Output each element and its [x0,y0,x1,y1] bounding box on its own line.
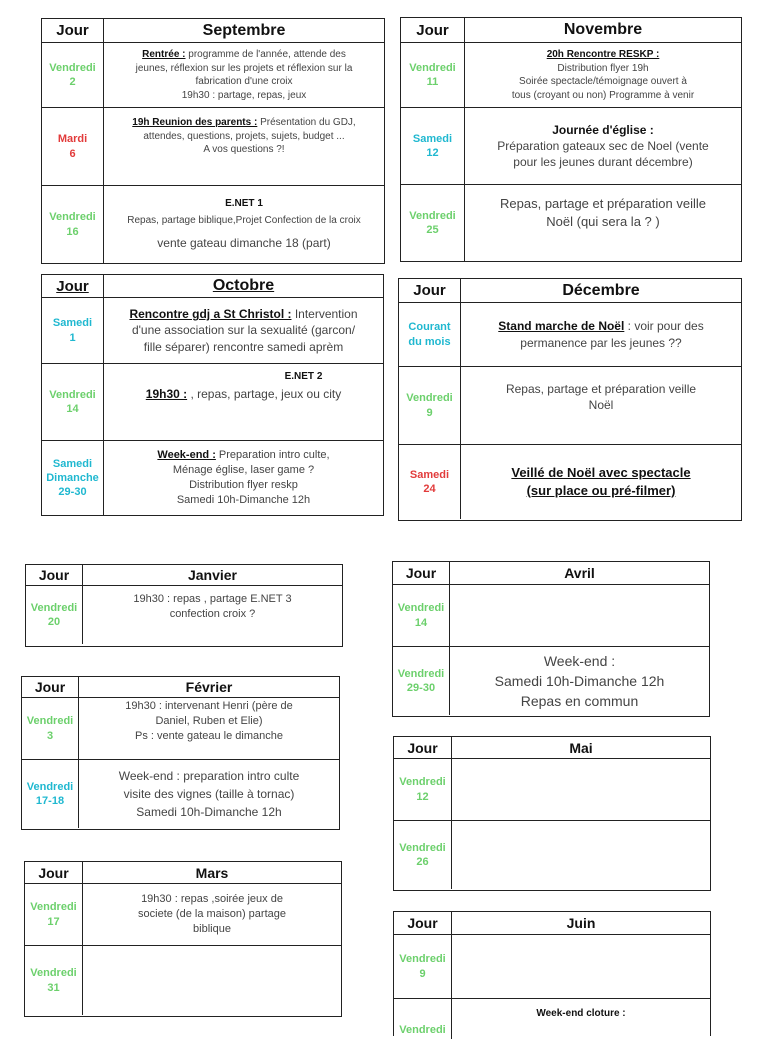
activity-cell [104,43,384,107]
header-jour: Jour [42,19,104,42]
table-octobre [41,274,384,516]
day-label: Vendredi [406,392,453,405]
day-cell [25,946,83,1015]
day-label: Samedi [52,317,93,330]
activity-title: Week-end : [157,449,216,462]
day-cell [401,43,465,107]
activity-cell [104,186,384,263]
day-label: Vendredi [399,776,446,789]
header-month: Mars [195,864,229,881]
day-label: Vendredi [409,209,456,222]
table-row [401,185,741,261]
day-number: 11 [426,76,439,88]
activity-line: Samedi 10h-Dimanche 12h [176,493,311,506]
table-row [42,298,383,364]
table-row [394,821,710,889]
activity-cell [83,586,342,644]
table-row [22,698,339,760]
table-row [394,999,710,1039]
activity-title: (sur place ou pré-filmer) [526,483,676,498]
day-number: 16 [66,225,79,238]
activity-cell [104,108,384,185]
day-label: Samedi [412,132,453,145]
day-label: Vendredi [49,211,96,224]
activity-line: programme de l'année, attende des [185,49,346,60]
day-label: Vendredi [26,780,74,793]
header-month: Décembre [562,281,640,299]
activity-line: 19h30 : repas ,soirée jeux de [141,893,283,906]
day-label: Dimanche [46,471,99,484]
header-jour: Jour [393,562,450,584]
header-month: Février [185,679,233,695]
activity-line: Distribution flyer 19h [557,62,649,74]
day-number: 12 [416,790,429,803]
table-mai [393,736,711,891]
day-cell [42,108,104,185]
day-label: Samedi [52,457,93,470]
activity-title: Week-end cloture : [536,1008,626,1019]
activity-title: E.NET 1 [225,198,263,210]
activity-line: Daniel, Ruben et Elie) [155,714,263,727]
table-avril [392,561,710,717]
activity-cell [450,647,709,715]
activity-line: fille séparer) rencontre samedi aprèm [143,339,344,354]
day-cell [394,935,452,998]
table-row [394,759,710,821]
header-jour: Jour [394,737,452,758]
activity-title: E.NET 2 [284,371,323,382]
table-row [22,760,339,828]
day-cell [22,698,79,759]
activity-cell [104,298,383,363]
table-row [399,445,741,519]
activity-line: confection croix ? [169,607,256,620]
header-jour: Jour [394,912,452,934]
day-label: Vendredi [397,602,445,615]
day-cell [25,884,83,945]
day-cell [42,298,104,363]
day-label: Vendredi [49,61,96,74]
activity-cell [452,759,710,820]
activity-line: Noël (qui sera la ? ) [546,213,660,229]
activity-cell [465,108,741,184]
activity-line: : voir pour des [624,319,704,334]
activity-line: visite des vignes (taille à tornac) [123,787,295,801]
table-septembre [41,18,385,264]
table-row [42,186,384,263]
table-header [401,18,741,43]
header-jour: Jour [25,862,83,883]
day-number: 9 [426,406,433,419]
day-label: Vendredi [409,61,456,74]
day-label: Mardi [57,133,88,146]
day-cell [393,647,450,715]
activity-line: Préparation gateaux sec de Noel (vente [497,138,709,153]
activity-cell [83,946,341,1015]
day-cell [394,821,452,889]
table-decembre [398,278,742,521]
header-jour: Jour [399,279,461,302]
activity-cell [461,303,741,366]
header-jour: Jour [401,18,465,42]
header-month: Janvier [187,567,238,583]
day-label: Courant [408,321,451,334]
table-row [401,43,741,108]
table-row [399,303,741,367]
day-number: 12 [426,147,439,159]
header-month: Juin [566,915,596,931]
activity-line: d'une association sur la sexualité (garcon/ [131,323,356,338]
activity-line: Week-end : [543,652,616,669]
day-label: Vendredi [399,1023,446,1036]
table-novembre [400,17,742,262]
day-number: 1 [69,331,76,344]
day-cell [399,445,461,519]
table-row [25,946,341,1015]
day-number: 9 [419,967,426,980]
day-number: 17-18 [35,795,65,807]
day-number: 14 [414,616,428,629]
day-cell [401,108,465,184]
activity-cell [83,884,341,945]
activity-line: Ménage église, laser game ? [172,464,315,477]
day-label: Vendredi [30,601,78,614]
day-label: Vendredi [399,953,446,966]
activity-title: 20h Rencontre RESKP : [546,49,660,60]
activity-line: Repas, partage biblique,Projet Confection de la croix [127,214,361,226]
activity-cell [465,185,741,261]
header-month: Septembre [202,21,286,39]
activity-title: Rencontre gdj a St Christol : [129,307,292,322]
activity-cell [450,585,709,646]
activity-cell [465,43,741,107]
activity-cell [452,999,710,1039]
day-cell [42,364,104,440]
day-label: Vendredi [399,841,446,854]
activity-line: Intervention [291,307,358,322]
activity-line: Distribution flyer reskp [189,479,298,491]
activity-title: Journée d'église : [552,122,654,137]
activity-line: societe (de la maison) partage [138,908,286,921]
table-row [399,367,741,445]
table-header [394,737,710,759]
activity-line: Présentation du GDJ, [257,117,356,128]
activity-line: Noël [588,398,614,413]
activity-line: , repas, partage, jeux ou city [187,386,342,401]
table-header [42,19,384,43]
day-number: 31 [47,981,60,994]
activity-title: Veillé de Noël avec spectacle [511,465,691,481]
activity-line: Samedi 10h-Dimanche 12h [136,805,282,819]
activity-line: Repas, partage et préparation veille [505,382,697,396]
activity-line: jeunes, réflexion sur les projets et réflexion sur la [135,62,353,74]
activity-line: vente gateau dimanche 18 (part) [157,236,331,251]
activity-line: 19h30 : partage, repas, jeux [181,89,307,101]
day-number: 29-30 [406,682,436,694]
activity-line: Preparation intro culte, [215,449,330,462]
day-cell [399,303,461,366]
table-row [394,935,710,999]
activity-cell [452,821,710,889]
table-juin [393,911,711,1036]
day-number: 17 [47,915,60,928]
day-label: Vendredi [30,901,77,914]
activity-line: attendes, questions, projets, sujets, budget ... [143,130,345,142]
activity-line: Soirée spectacle/témoignage ouvert à [519,76,687,87]
day-number: 26 [416,856,429,868]
activity-line: Ps : vente gateau le dimanche [135,729,283,742]
table-header [42,275,383,298]
activity-line: Repas, partage et préparation veille [500,196,706,211]
day-cell [42,441,104,515]
table-fevrier [21,676,340,830]
activity-line: A vos questions ?! [203,144,285,155]
day-number: 2 [69,76,76,88]
day-label: Samedi [409,468,450,481]
activity-title: 19h Reunion des parents : [132,117,258,128]
activity-title: Stand marche de Noël [498,319,625,334]
header-month: Mai [569,739,593,756]
day-label: du mois [408,335,451,348]
day-number: 3 [46,729,54,742]
header-month: Avril [564,565,595,581]
table-row [393,647,709,715]
activity-line: Samedi 10h-Dimanche 12h [494,672,665,689]
table-row [42,441,383,515]
day-number: 29-30 [58,486,87,499]
activity-title: Rentrée : [142,49,186,60]
activity-line: 19h30 : intervenant Henri (père de [125,700,293,712]
table-row [25,884,341,946]
activity-line: fabrication d'une croix [195,76,293,87]
activity-time: 19h30 : [145,386,188,401]
header-jour: Jour [42,275,104,297]
day-number: 6 [69,147,76,160]
activity-line: biblique [193,922,231,935]
activity-cell [79,760,339,828]
activity-line: Week-end : preparation intro culte [118,769,300,783]
activity-cell [104,364,383,440]
day-number: 14 [66,403,79,415]
table-header [393,562,709,585]
activity-cell [461,367,741,444]
day-number: 24 [423,483,436,495]
table-header [26,565,342,586]
table-row [401,108,741,185]
table-row [42,43,384,108]
activity-line: 19h30 : repas , partage E.NET 3 [133,593,292,605]
day-label: Vendredi [26,715,74,728]
table-header [394,912,710,935]
table-header [25,862,341,884]
day-cell [394,759,452,820]
table-header [399,279,741,303]
table-janvier [25,564,343,647]
day-cell [42,43,104,107]
header-month: Octobre [212,277,275,294]
activity-line: tous (croyant ou non) Programme à venir [511,89,695,101]
day-cell [26,586,83,644]
header-jour: Jour [26,565,83,585]
day-label: Vendredi [30,967,77,980]
activity-cell [79,698,339,759]
table-row [26,586,342,644]
day-cell [42,186,104,263]
table-row [42,364,383,441]
activity-cell [461,445,741,519]
table-mars [24,861,342,1017]
day-label: Vendredi [49,388,96,401]
header-jour: Jour [22,677,79,697]
day-cell [394,999,452,1039]
table-header [22,677,339,698]
day-cell [22,760,79,828]
table-row [393,585,709,647]
activity-cell [104,441,383,515]
day-number: 20 [47,616,61,628]
activity-line: Repas en commun [520,693,639,710]
day-cell [401,185,465,261]
day-cell [399,367,461,444]
activity-line: pour les jeunes durant décembre) [513,155,693,170]
activity-cell [452,935,710,998]
day-number: 25 [426,224,439,236]
activity-line: permanence par les jeunes ?? [520,335,682,350]
day-cell [393,585,450,646]
day-label: Vendredi [397,667,445,680]
table-row [42,108,384,186]
header-month: Novembre [563,21,643,38]
